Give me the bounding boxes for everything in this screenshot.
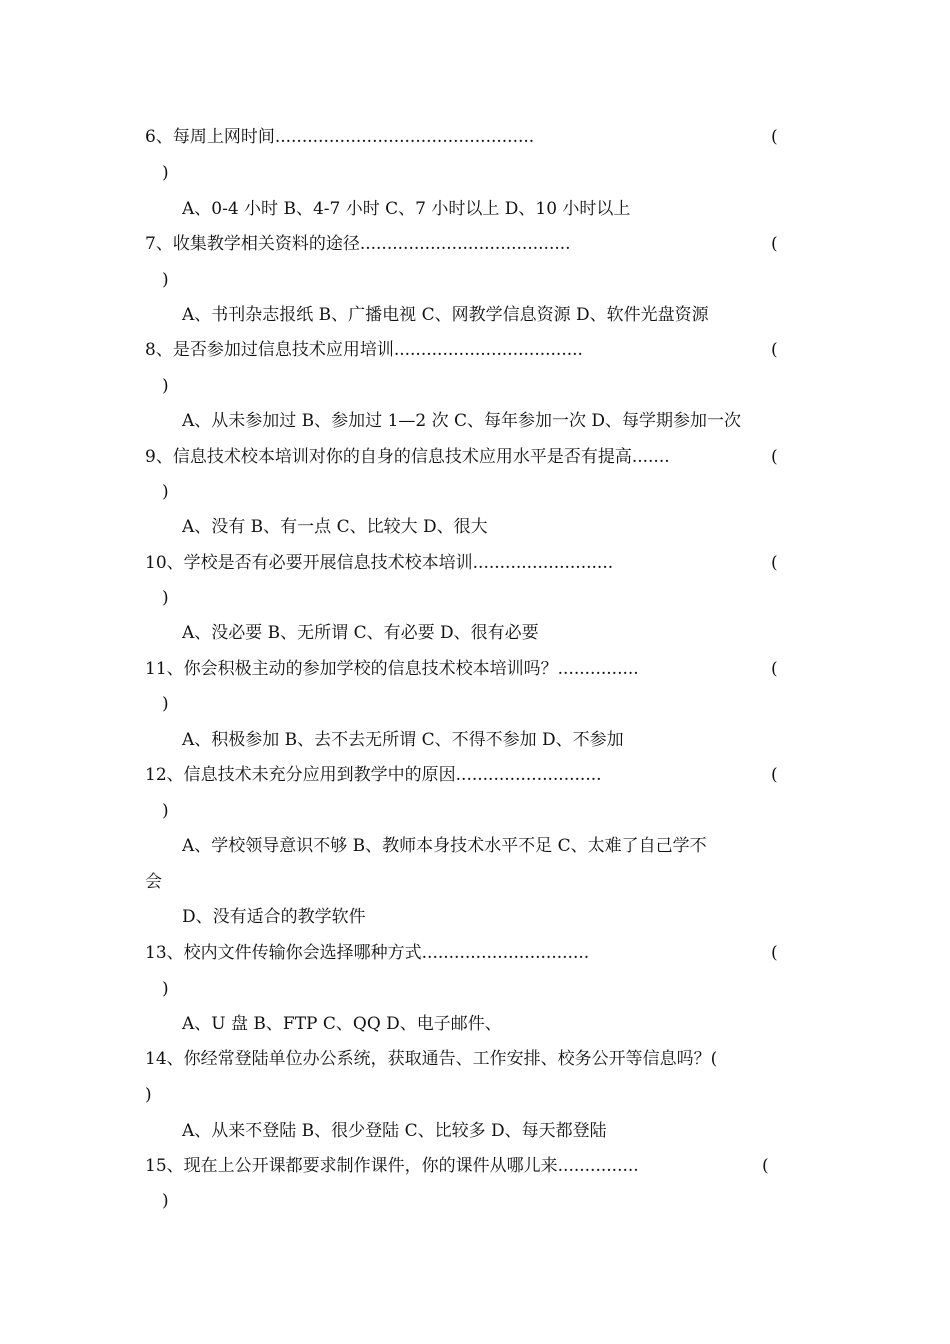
question-6-options: A、0-4 小时 B、4-7 小时 C、7 小时以上 D、10 小时以上 bbox=[182, 199, 631, 219]
question-15-answer-open: ( bbox=[762, 1156, 769, 1176]
question-7-options: A、书刊杂志报纸 B、广播电视 C、网教学信息资源 D、软件光盘资源 bbox=[182, 305, 709, 325]
question-8-answer-open: ( bbox=[771, 340, 778, 360]
question-9-options: A、没有 B、有一点 C、比较大 D、很大 bbox=[182, 517, 488, 537]
question-11-stem: 11、你会积极主动的参加学校的信息技术校本培训吗？............... bbox=[145, 659, 639, 679]
question-15-answer-close: ) bbox=[162, 1191, 169, 1211]
question-13-stem: 13、校内文件传输你会选择哪种方式............................... bbox=[145, 943, 590, 963]
question-15-stem: 15、现在上公开课都要求制作课件，你的课件从哪儿来............... bbox=[145, 1156, 639, 1176]
question-14-answer-close: ) bbox=[145, 1085, 152, 1105]
question-12-options-wrap: 会 bbox=[145, 872, 162, 892]
question-14-stem: 14、你经常登陆单位办公系统，获取通告、工作安排、校务公开等信息吗？( bbox=[145, 1049, 718, 1069]
question-7-stem: 7、收集教学相关资料的途径....................................... bbox=[145, 234, 571, 254]
question-12-answer-close: ) bbox=[162, 801, 169, 821]
question-12-stem: 12、信息技术未充分应用到教学中的原因........................... bbox=[145, 765, 602, 785]
question-9-answer-close: ) bbox=[162, 482, 169, 502]
question-8-options: A、从未参加过 B、参加过 1—2 次 C、每年参加一次 D、每学期参加一次 bbox=[182, 411, 742, 431]
question-8-answer-close: ) bbox=[162, 376, 169, 396]
question-6-answer-open: ( bbox=[771, 127, 778, 147]
question-11-options: A、积极参加 B、去不去无所谓 C、不得不参加 D、不参加 bbox=[182, 730, 624, 750]
question-13-options: A、U 盘 B、FTP C、QQ D、电子邮件、 bbox=[182, 1014, 502, 1034]
question-7-answer-close: ) bbox=[162, 270, 169, 290]
question-12-answer-open: ( bbox=[771, 765, 778, 785]
question-10-answer-close: ) bbox=[162, 588, 169, 608]
question-11-answer-open: ( bbox=[771, 659, 778, 679]
question-10-answer-open: ( bbox=[771, 553, 778, 573]
question-7-answer-open: ( bbox=[771, 234, 778, 254]
question-10-options: A、没必要 B、无所谓 C、有必要 D、很有必要 bbox=[182, 623, 539, 643]
question-12-options: A、学校领导意识不够 B、教师本身技术水平不足 C、太难了自己学不 bbox=[182, 836, 707, 856]
question-6-stem: 6、每周上网时间................................................ bbox=[145, 127, 535, 147]
question-12-option-d: D、没有适合的教学软件 bbox=[182, 907, 366, 927]
question-10-stem: 10、学校是否有必要开展信息技术校本培训.......................... bbox=[145, 553, 614, 573]
question-13-answer-close: ) bbox=[162, 979, 169, 999]
question-6-answer-close: ) bbox=[162, 163, 169, 183]
question-9-stem: 9、信息技术校本培训对你的自身的信息技术应用水平是否有提高....... bbox=[145, 447, 670, 467]
question-9-answer-open: ( bbox=[771, 447, 778, 467]
question-13-answer-open: ( bbox=[771, 943, 778, 963]
question-8-stem: 8、是否参加过信息技术应用培训................................... bbox=[145, 340, 583, 360]
question-14-options: A、从来不登陆 B、很少登陆 C、比较多 D、每天都登陆 bbox=[182, 1121, 607, 1141]
question-11-answer-close: ) bbox=[162, 694, 169, 714]
